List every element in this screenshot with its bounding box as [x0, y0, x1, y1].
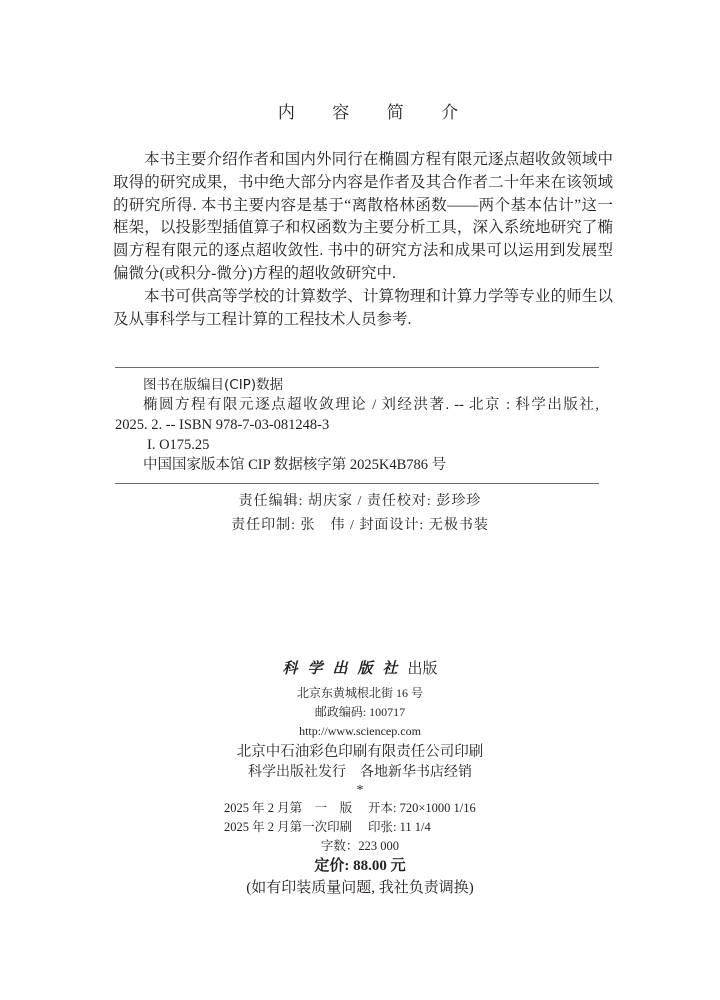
postal-code: 邮政编码: 100717 — [314, 705, 406, 719]
edition-row — [224, 800, 476, 817]
cip-classification: I. O175.25 — [147, 437, 210, 453]
edition-left: 2025 年 2 月第一次印刷 — [224, 820, 353, 834]
edition-left: 2025 年 2 月第 一 版 — [224, 801, 353, 815]
abstract-line: 偏微分(或积分-微分)方程的超收敛研究中. — [113, 264, 396, 282]
edition-right: 开本: 720×1000 1/16 — [368, 801, 476, 815]
abstract-line: 的研究所得. 本书主要内容是基于“离散格林函数——两个基本估计”这一 — [113, 196, 613, 214]
publisher-url: http://www.sciencep.com — [299, 724, 421, 738]
edition-right: 印张: 11 1/4 — [368, 820, 431, 834]
cip-title-line: 椭圆方程有限元逐点超收敛理论 / 刘经洪著. -- 北京 : 科学出版社, — [143, 397, 599, 413]
word-count: 字数：223 000 — [320, 839, 400, 853]
edition-row — [224, 819, 431, 836]
abstract-line: 取得的研究成果，书中绝大部分内容是作者及其合作者二十年来在该领域 — [113, 173, 613, 191]
credits-editors: 责任编辑: 胡庆家 / 责任校对: 彭珍珍 — [238, 494, 482, 509]
cip-block — [115, 375, 599, 475]
abstract-line: 本书主要介绍作者和国内外同行在椭圆方程有限元逐点超收敛领域中 — [144, 151, 613, 168]
publisher-line — [0, 658, 720, 679]
abstract-body — [113, 149, 613, 331]
distribution: 科学出版社发行 各地新华书店经销 — [248, 765, 472, 780]
abstract-line: 框架，以投影型插值算子和权函数为主要分析工具，深入系统地研究了椭 — [113, 219, 613, 237]
credits-production: 责任印制: 张 伟 / 封面设计: 无极书装 — [231, 518, 489, 533]
cip-record-number: 中国国家版本馆 CIP 数据核字第 2025K4B786 号 — [143, 457, 447, 473]
abstract-line: 圆方程有限元的逐点超收敛性. 书中的研究方法和成果可以运用到发展型 — [113, 242, 613, 260]
publisher-logo: 科学出版社 — [282, 659, 408, 677]
abstract-line: 本书可供高等学校的计算数学、计算物理和计算力学等专业的师生以 — [144, 287, 613, 305]
cip-bottom-rule — [115, 483, 599, 484]
cip-top-rule — [115, 367, 599, 368]
separator-star: * — [356, 783, 364, 798]
cip-isbn-line: 2025. 2. -- ISBN 978-7-03-081248-3 — [115, 417, 330, 433]
printer: 北京中石油彩色印刷有限责任公司印刷 — [236, 744, 484, 760]
publisher-suffix: 出版 — [407, 661, 438, 677]
price: 定价: 88.00 元 — [314, 858, 406, 874]
abstract-line: 及从事科学与工程计算的工程技术人员参考. — [113, 310, 412, 328]
page-title: 内 容 简 介 — [277, 103, 475, 123]
quality-note: (如有印装质量问题, 我社负责调换) — [246, 880, 474, 896]
publisher-address: 北京东黄城根北街 16 号 — [296, 686, 423, 700]
cip-heading: 图书在版编目(CIP)数据 — [143, 377, 284, 393]
